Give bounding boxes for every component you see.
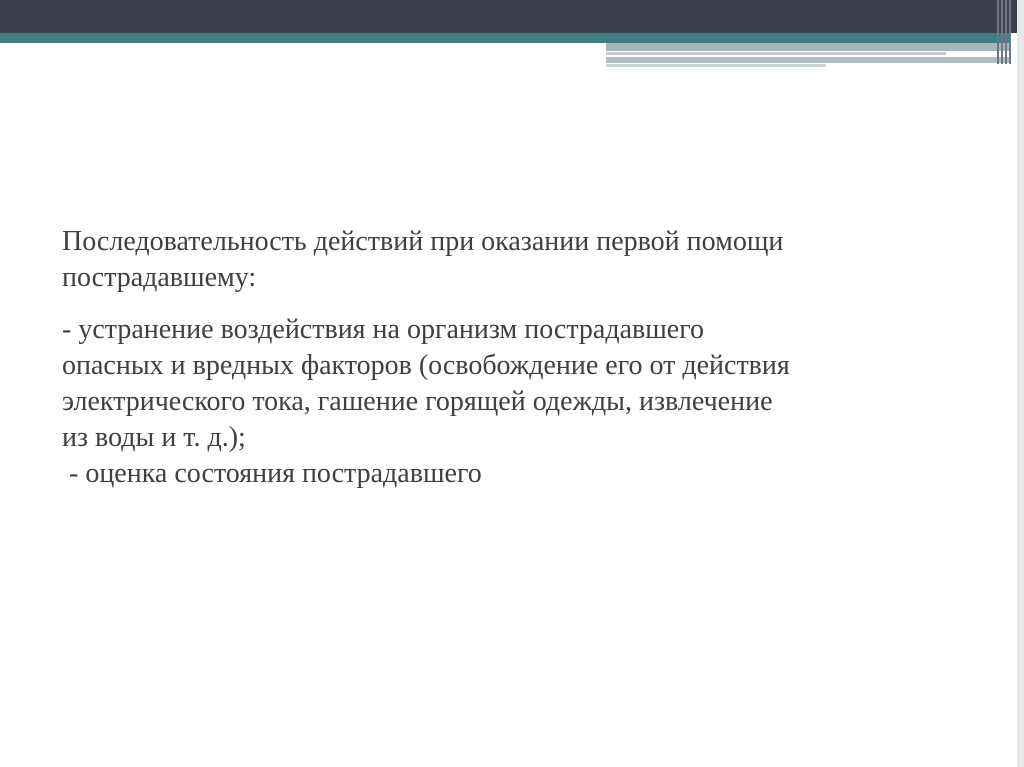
heading-line-2: пострадавшему:: [62, 262, 257, 293]
paragraph-line-4: из воды и т. д.);: [62, 422, 246, 453]
header-thin-line: [606, 52, 946, 55]
header-gray-band-lower: [606, 57, 1010, 63]
header-gray-band: [606, 43, 1010, 51]
heading-line-1: Последовательность действий при оказании первой помощи: [62, 226, 784, 257]
header-vertical-stripes: [997, 0, 1017, 64]
right-edge-shadow: [1017, 0, 1024, 767]
header-thin-line-lower: [606, 64, 826, 67]
paragraph-line-3: электрического тока, гашение горящей одежды, извлечение: [62, 386, 773, 417]
header-dark-bar: [0, 0, 1024, 33]
slide-body: [62, 224, 962, 492]
paragraph-line-2: опасных и вредных факторов (освобождение его от действия: [62, 350, 790, 381]
header-teal-band: [0, 33, 1010, 43]
paragraph-line-1: - устранение воздействия на организм пострадавшего: [62, 314, 705, 345]
paragraph-line-5: - оценка состояния пострадавшего: [62, 458, 482, 489]
